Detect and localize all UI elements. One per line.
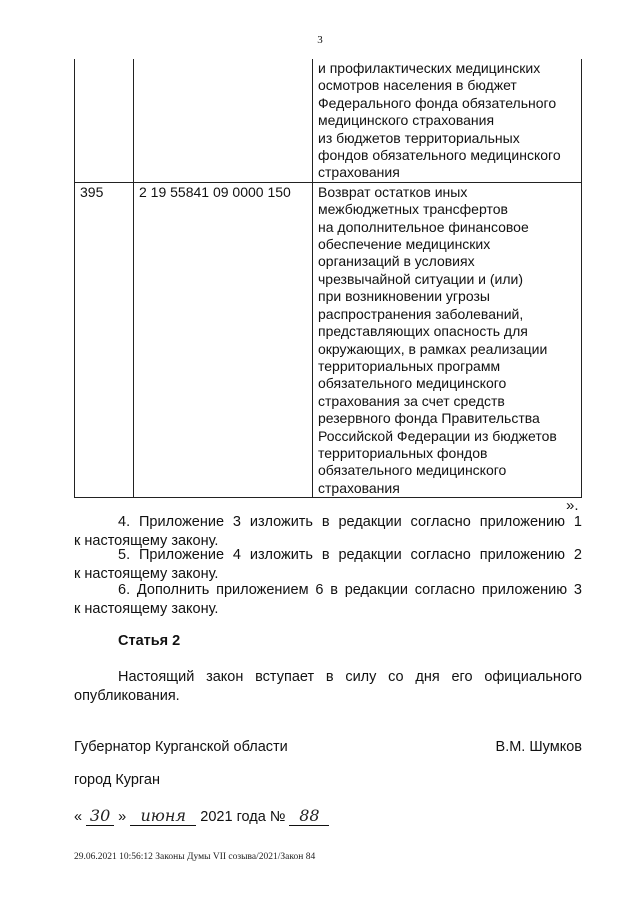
paragraph-item-5 [74, 546, 582, 584]
description-line: территориальных программ [318, 357, 501, 374]
paragraph-first-line: 6. Дополнить приложением 6 в редакции согласно приложению 3 [118, 582, 582, 598]
table-cell-description [313, 182, 582, 497]
paragraph-item-6 [74, 581, 582, 619]
description-line: резервного фонда Правительства [318, 410, 540, 427]
description-line: медицинского страхования [318, 112, 495, 129]
date-open-quote: « [74, 809, 83, 825]
date-year-text: 2021 года № [200, 809, 286, 825]
table-row [75, 59, 582, 182]
paragraph-rest: к настоящему закону. [74, 533, 219, 549]
city-line: город Курган [74, 772, 160, 788]
date-line [74, 806, 329, 826]
paragraph-rest: к настоящему закону. [74, 601, 219, 617]
law-number-handwritten: 88 [289, 806, 329, 826]
description-line: обязательного медицинского [318, 462, 507, 479]
description-line: при возникновении угрозы [318, 288, 490, 305]
paragraph-rest: опубликования. [74, 688, 180, 704]
paragraph-first-line: 4. Приложение 3 изложить в редакции согласно приложению 1 [118, 514, 582, 530]
description-line: страхования [318, 479, 400, 496]
description-line: Федерального фонда обязательного [318, 94, 557, 111]
description-line: Возврат остатков иных [318, 183, 468, 200]
paragraph-final [74, 668, 582, 706]
table-cell-admin-code [75, 59, 134, 182]
description-line: организаций в условиях [318, 253, 475, 270]
budget-codes-table [74, 59, 582, 498]
description-line: из бюджетов территориальных [318, 129, 520, 146]
paragraph-first-line: 5. Приложение 4 изложить в редакции согласно приложению 2 [118, 547, 582, 563]
description-line: чрезвычайной ситуации и (или) [318, 270, 524, 287]
description-line: окружающих, в рамках реализации [318, 340, 548, 357]
date-close-quote: » [118, 809, 127, 825]
description-line: межбюджетных трансфертов [318, 201, 508, 218]
date-day-handwritten: 30 [86, 806, 114, 826]
paragraph-first-line: Настоящий закон вступает в силу со дня его официального [118, 669, 582, 685]
date-month-handwritten: июня [130, 806, 196, 826]
description-line: территориальных фондов [318, 444, 488, 461]
page-number: 3 [317, 34, 323, 46]
signatory-title: Губернатор Курганской области [74, 739, 288, 755]
description-line: страхования за счет средств [318, 392, 505, 409]
table-cell-budget-code: 2 19 55841 09 0000 150 [134, 182, 313, 497]
table-cell-budget-code [134, 59, 313, 182]
description-line: обязательного медицинского [318, 375, 507, 392]
description-line: фондов обязательного медицинского [318, 147, 561, 164]
paragraph-rest: к настоящему закону. [74, 566, 219, 582]
description-line: осмотров населения в бюджет [318, 77, 517, 94]
description-line: представляющих опасность для [318, 323, 528, 340]
table-cell-description [313, 59, 582, 182]
description-line: страхования [318, 164, 400, 181]
table-cell-admin-code: 395 [75, 182, 134, 497]
description-line: Российской Федерации из бюджетов [318, 427, 557, 444]
description-line: распространения заболеваний, [318, 305, 524, 322]
signatory-name: В.М. Шумков [495, 739, 582, 755]
footer-stamp: 29.06.2021 10:56:12 Законы Думы VII созыва/2021/Закон 84 [74, 852, 316, 862]
description-line: и профилактических медицинских [318, 60, 541, 76]
article-title: Статья 2 [118, 633, 181, 649]
closing-quote: ». [566, 497, 579, 514]
table-row [75, 182, 582, 497]
description-line: на дополнительное финансовое [318, 218, 529, 235]
description-line: обеспечение медицинских [318, 236, 491, 253]
